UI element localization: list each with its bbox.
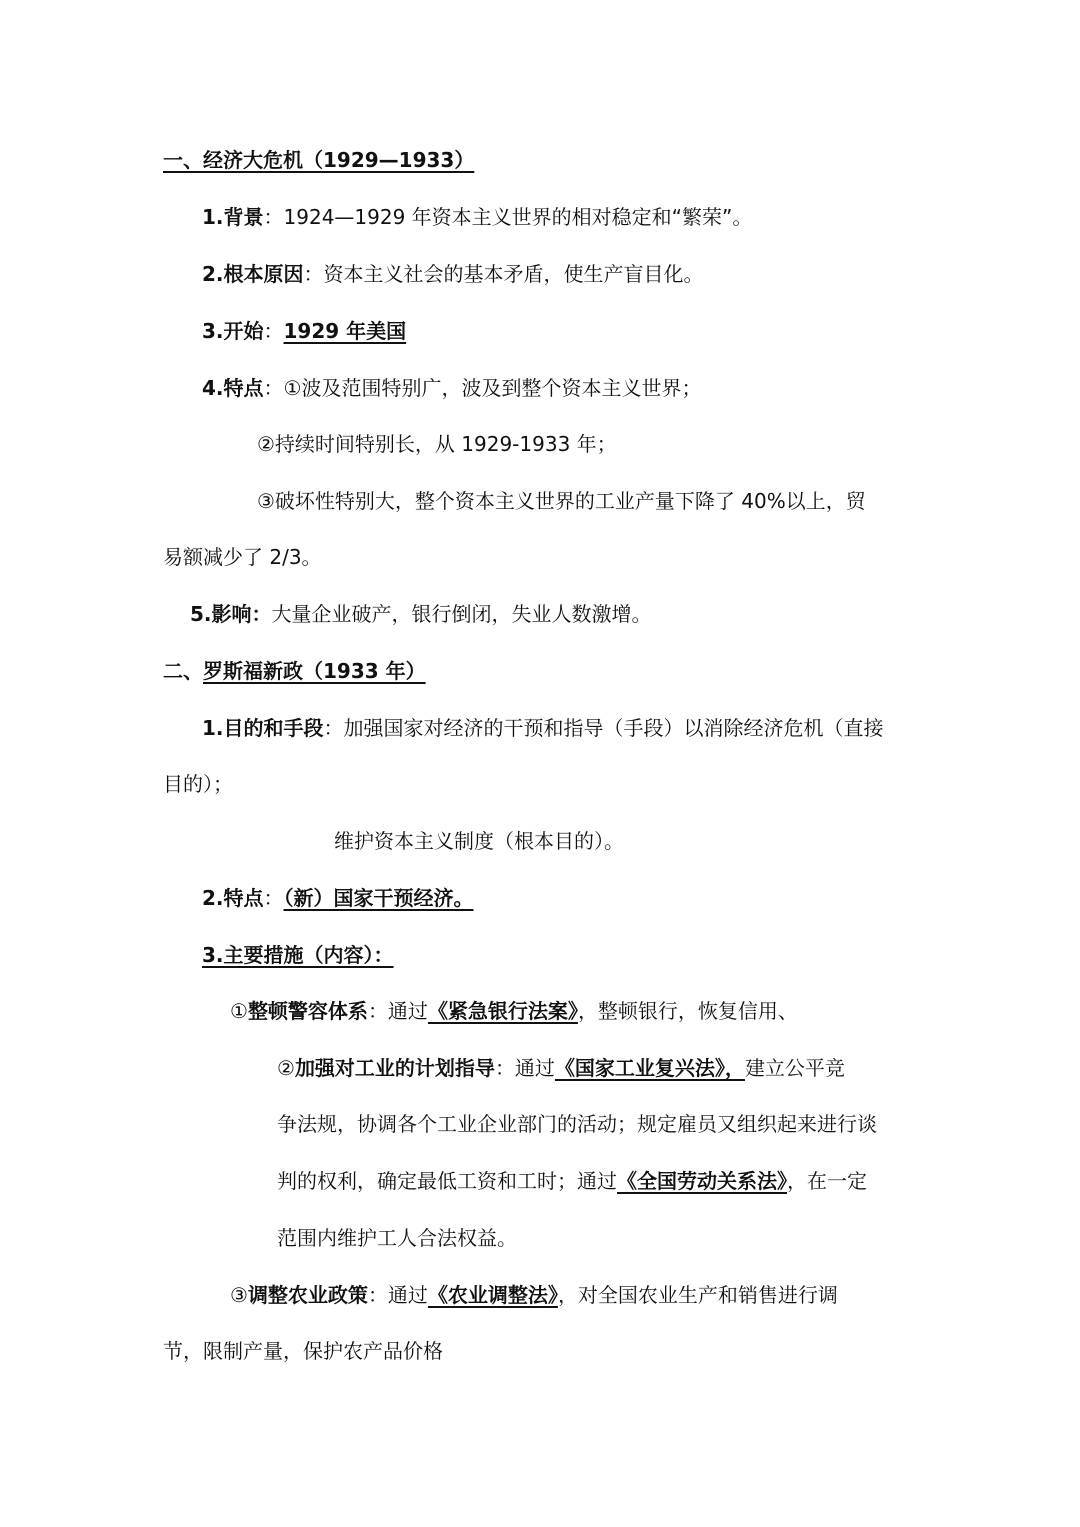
measure-1-num: ① <box>230 999 248 1023</box>
start-text: 1929 年美国 <box>283 319 407 343</box>
measure-3-post: ，对全国农业生产和销售进行调 <box>557 1283 838 1307</box>
background-text: 1924—1929 年资本主义世界的相对稳定和“繁荣”。 <box>283 205 753 229</box>
measure-3-line2: 节，限制产量，保护农产品价格 <box>163 1339 443 1363</box>
purpose-label: 1.目的和手段 <box>202 716 324 740</box>
measure-3-pre: ：通过 <box>367 1283 428 1307</box>
measure-1-line <box>230 997 798 1025</box>
measure-2-post: 建立公平竞 <box>744 1056 845 1080</box>
section2-title: 罗斯福新政（1933 年） <box>203 659 426 683</box>
purpose-text-3: 维护资本主义制度（根本目的）。 <box>334 829 624 853</box>
measure-2-line <box>277 1054 845 1082</box>
impact-label: 5.影响： <box>190 602 272 626</box>
feature-text: （新）国家干预经济。 <box>283 886 474 910</box>
purpose-text-1: 加强国家对经济的干预和指导（手段）以消除经济危机（直接 <box>343 716 884 740</box>
impact-line <box>190 600 652 628</box>
feature-label: 2.特点 <box>202 886 264 910</box>
purpose-line <box>202 714 884 742</box>
measure-2-line3 <box>277 1167 867 1195</box>
measure-2-title: 加强对工业的计划指导 <box>294 1056 495 1080</box>
start-line <box>202 317 406 345</box>
features-label: 4.特点 <box>202 376 264 400</box>
measure-2-num: ② <box>277 1056 295 1080</box>
measure-2-law: 《国家工业复兴法》， <box>554 1056 745 1080</box>
measure-3-law: 《农业调整法》 <box>427 1283 558 1307</box>
root-cause-line <box>202 260 704 288</box>
measure-1-pre: ：通过 <box>367 999 428 1023</box>
feature-line <box>202 884 474 912</box>
feature-item-3-line2: 易额减少了 2/3。 <box>163 545 322 569</box>
measures-label: 3.主要措施（内容）： <box>202 943 394 967</box>
feature-sep: ： <box>263 886 284 910</box>
measure-1-title: 整顿警容体系 <box>247 999 368 1023</box>
background-label: 1.背景 <box>202 205 264 229</box>
root-cause-text: 资本主义社会的基本矛盾，使生产盲目化。 <box>323 262 704 286</box>
feature-item-2: ②持续时间特别长，从 1929-1933 年； <box>257 432 617 456</box>
measure-2-line3-pre: 判的权利，确定最低工资和工时；通过 <box>277 1169 617 1193</box>
features-line <box>202 374 701 402</box>
measure-3-num: ③ <box>230 1283 248 1307</box>
root-cause-sep: ： <box>303 262 324 286</box>
measure-3-title: 调整农业政策 <box>247 1283 368 1307</box>
measure-2-line3-post: ，在一定 <box>787 1169 867 1193</box>
root-cause-label: 2.根本原因 <box>202 262 304 286</box>
measure-1-post: ，整顿银行，恢复信用、 <box>577 999 798 1023</box>
section1-title: 一、经济大危机（1929—1933） <box>163 148 475 172</box>
start-sep: ： <box>263 319 284 343</box>
measure-2-line3-law: 《全国劳动关系法》 <box>617 1169 787 1193</box>
background-line <box>202 203 752 231</box>
feature-item-3-line1: ③破坏性特别大，整个资本主义世界的工业产量下降了 40%以上，贸 <box>257 489 866 513</box>
measure-1-law: 《紧急银行法案》 <box>427 999 578 1023</box>
measure-2-pre: ：通过 <box>494 1056 555 1080</box>
purpose-text-2: 目的）； <box>163 772 233 796</box>
background-sep: ： <box>263 205 284 229</box>
feature-item-1: ①波及范围特别广，波及到整个资本主义世界； <box>283 376 702 400</box>
impact-text: 大量企业破产，银行倒闭，失业人数激增。 <box>271 602 652 626</box>
section2-title-line <box>163 657 426 685</box>
section2-title-prefix: 二、 <box>163 659 203 683</box>
measure-2-line4: 范围内维护工人合法权益。 <box>277 1226 517 1250</box>
start-label: 3.开始 <box>202 319 264 343</box>
measure-2-line2: 争法规，协调各个工业企业部门的活动；规定雇员又组织起来进行谈 <box>277 1112 877 1136</box>
features-sep: ： <box>263 376 284 400</box>
purpose-sep: ： <box>323 716 344 740</box>
measure-3-line <box>230 1281 838 1309</box>
